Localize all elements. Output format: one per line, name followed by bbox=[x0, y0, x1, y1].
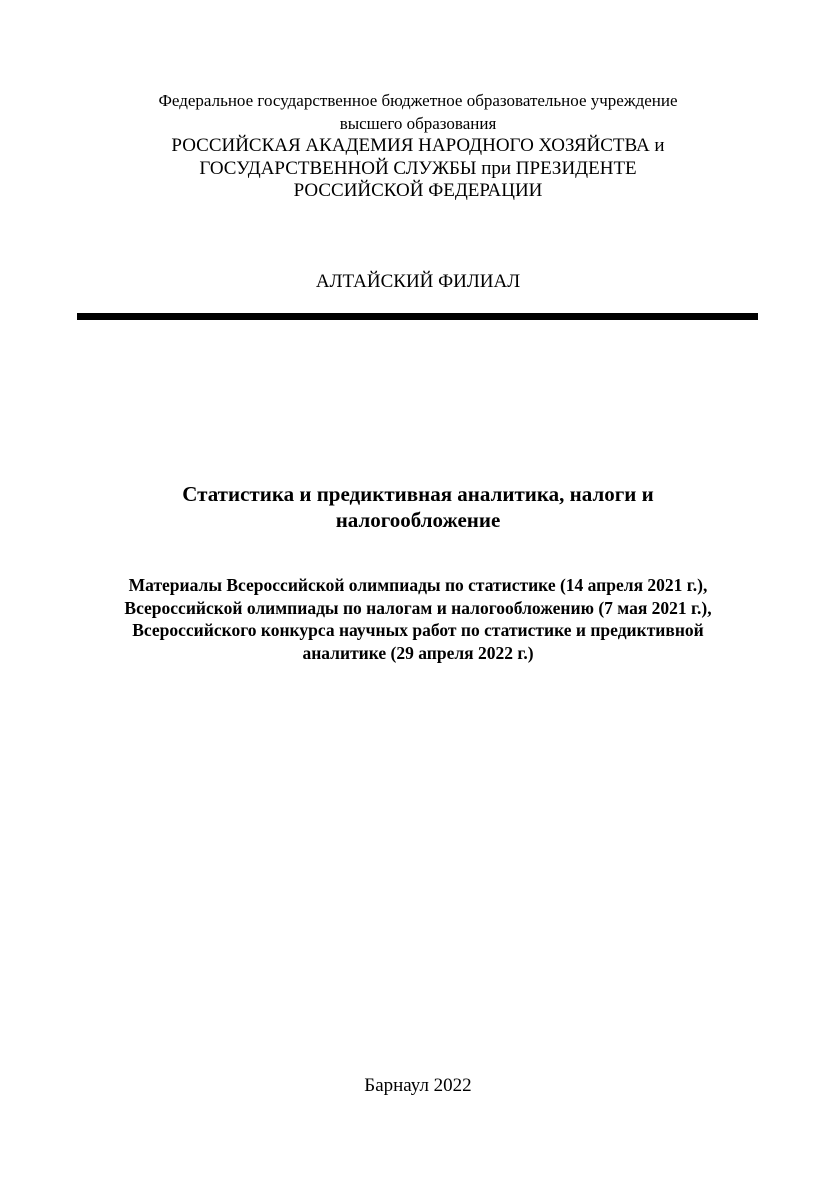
institution-type-line: Федеральное государственное бюджетное образовательное учреждение bbox=[158, 91, 678, 110]
institution-header bbox=[0, 90, 836, 203]
education-level-line: высшего образования bbox=[339, 113, 497, 133]
academy-name-line-1: РОССИЙСКАЯ АКАДЕМИЯ НАРОДНОГО ХОЗЯЙСТВА и bbox=[171, 135, 665, 156]
place-and-year bbox=[0, 1074, 836, 1098]
document-subtitle-line-2: Всероссийской олимпиады по налогам и налогообложению (7 мая 2021 г.), bbox=[124, 597, 712, 618]
document-subtitle bbox=[0, 574, 836, 664]
document-title-line-2: налогообложение bbox=[335, 508, 501, 532]
place-and-year-text: Барнаул 2022 bbox=[364, 1075, 472, 1096]
horizontal-rule-divider bbox=[77, 313, 758, 320]
document-subtitle-line-3: Всероссийского конкурса научных работ по статистике и предиктивной bbox=[132, 620, 704, 640]
document-subtitle-line-1: Материалы Всероссийской олимпиады по статистике (14 апреля 2021 г.), bbox=[128, 575, 708, 595]
academy-name-line-2: ГОСУДАРСТВЕННОЙ СЛУЖБЫ при ПРЕЗИДЕНТЕ bbox=[199, 157, 637, 179]
document-title-line-1: Статистика и предиктивная аналитика, налоги и bbox=[182, 482, 654, 506]
branch-name-text: АЛТАЙСКИЙ ФИЛИАЛ bbox=[315, 271, 521, 292]
document-title bbox=[0, 481, 836, 533]
document-subtitle-line-4: аналитике (29 апреля 2022 г.) bbox=[302, 642, 534, 663]
branch-name bbox=[0, 270, 836, 294]
academy-name-line-3: РОССИЙСКОЙ ФЕДЕРАЦИИ bbox=[293, 180, 543, 201]
